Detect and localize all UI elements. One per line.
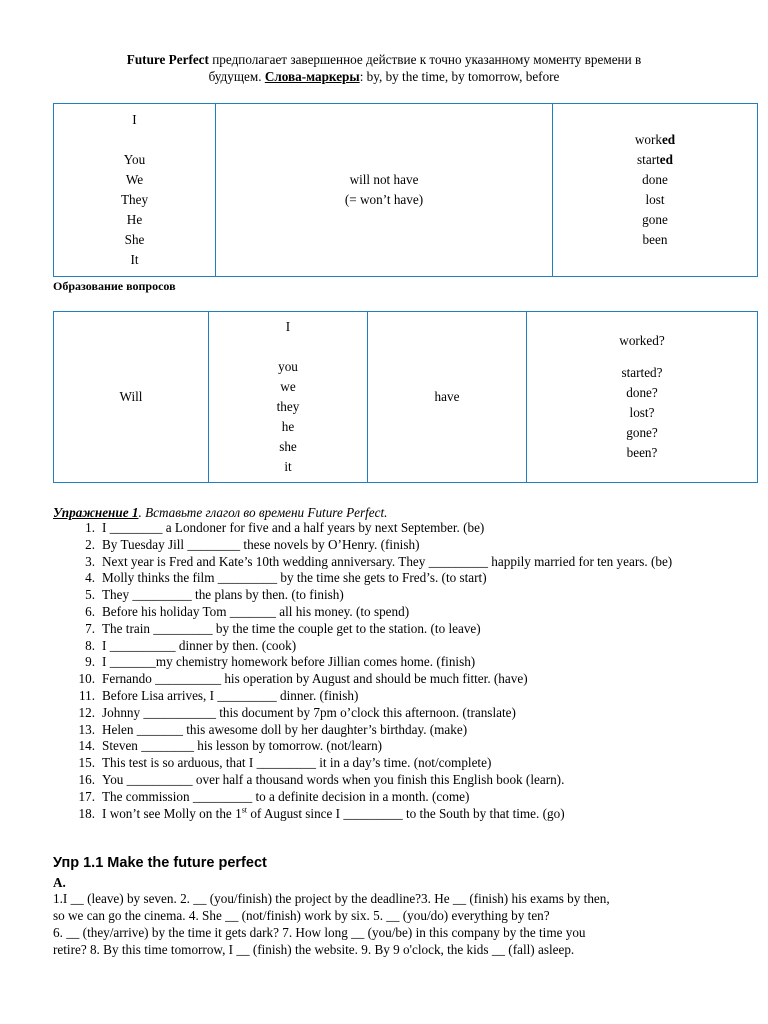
item-text: The commission _________ to a definite decision in a month. (come): [102, 788, 470, 804]
item-text: I ________ a Londoner for five and a half years by next September. (be): [102, 520, 485, 535]
item-number: 4.: [85, 570, 95, 586]
item-number: 7.: [85, 620, 95, 636]
participle: gone?: [626, 425, 658, 440]
pronoun: He: [126, 212, 143, 227]
section2-line: 1.I __ (leave) by seven. 2. __ (you/finish) the project by the deadline?3. He __ (finish) his exams by then,: [53, 891, 610, 906]
item-text: I won’t see Molly on the 1: [102, 805, 242, 821]
participle-cell: [527, 312, 758, 483]
item-number: 16.: [78, 771, 95, 787]
pronoun: We: [125, 172, 144, 187]
pronoun-cell: [54, 104, 216, 277]
participle: lost: [645, 192, 665, 207]
participle-ending: ed: [661, 132, 676, 147]
item-number: 6.: [85, 603, 95, 619]
pronoun: you: [278, 359, 298, 374]
participle-cell: [553, 104, 758, 277]
participle: been: [642, 232, 668, 247]
item-number: 10.: [78, 671, 95, 687]
item-superscript: st: [241, 805, 248, 815]
section2-line: retire? 8. By this time tomorrow, I __ (finish) the website. 9. By 9 o'clock, the kids __ (fall) asleep.: [53, 942, 575, 957]
item-text: Before Lisa arrives, I _________ dinner. (finish): [102, 687, 359, 703]
list-item: [53, 806, 743, 823]
intro-line-1: [60, 51, 708, 68]
auxiliary-cell: [216, 104, 553, 277]
item-text: I _______my chemistry homework before Jillian comes home. (finish): [102, 654, 476, 670]
list-item: [53, 654, 743, 671]
item-number: 2.: [85, 536, 95, 552]
list-item: [53, 755, 743, 772]
pronoun: it: [284, 459, 292, 474]
item-text: You __________ over half a thousand words when you finish this English book (learn).: [102, 771, 565, 787]
participle-stem: start: [637, 152, 660, 167]
item-number: 18.: [78, 805, 95, 821]
item-text: Before his holiday Tom _______ all his money. (to spend): [102, 603, 410, 619]
participle: [553, 150, 757, 170]
exercise1-title: [53, 505, 387, 521]
exercise1-title-rest: . Вставьте глагол во времени Future Perfect.: [138, 505, 388, 520]
list-item: [53, 738, 743, 755]
item-text: Fernando __________ his operation by August and should be much fitter. (have): [102, 671, 528, 687]
spacer: [527, 351, 757, 363]
item-number: 15.: [78, 755, 95, 771]
pronoun: You: [123, 152, 146, 167]
auxiliary-line: will not have: [349, 172, 419, 187]
pronoun: I: [285, 319, 291, 334]
participle: worked?: [619, 333, 665, 348]
list-item: [53, 570, 743, 587]
pronoun: she: [279, 439, 297, 454]
pronoun: they: [276, 399, 300, 414]
pronoun: we: [280, 379, 296, 394]
participle: done: [642, 172, 668, 187]
markers-label: Слова-маркеры: [264, 69, 360, 84]
intro-line1-text: предполагает завершенное действие к точно указанному моменту времени в: [208, 52, 642, 67]
item-text: Helen _______ this awesome doll by her daughter’s birthday. (make): [102, 721, 468, 737]
item-text: Steven ________ his lesson by tomorrow. (not/learn): [102, 738, 383, 754]
list-item: [53, 587, 743, 604]
item-number: 13.: [78, 721, 95, 737]
participle-ending: ed: [659, 152, 673, 167]
intro-term: Future Perfect: [126, 52, 209, 67]
negative-form-table: [53, 103, 758, 277]
pronoun: They: [120, 192, 149, 207]
participle: gone: [642, 212, 668, 227]
exercise1-list: [53, 520, 743, 822]
have-cell: [368, 312, 527, 483]
section2-title: Упр 1.1 Make the future perfect: [53, 855, 267, 871]
participle: [553, 130, 757, 150]
exercise1-title-bold: Упражнение 1: [53, 505, 139, 520]
list-item: [53, 537, 743, 554]
section2-text: [53, 890, 743, 958]
item-number: 8.: [85, 637, 95, 653]
have-word: have: [434, 389, 460, 404]
pronoun: It: [130, 252, 139, 267]
participle: lost?: [629, 405, 655, 420]
pronoun: She: [124, 232, 145, 247]
section2-line: 6. __ (they/arrive) by the time it gets dark? 7. How long __ (you/be) in this company by the time you: [53, 925, 586, 940]
will-word: Will: [119, 389, 143, 404]
item-text: I __________ dinner by then. (cook): [102, 637, 297, 653]
participle: started?: [621, 365, 663, 380]
participle: been?: [626, 445, 658, 460]
item-text: By Tuesday Jill ________ these novels by O’Henry. (finish): [102, 536, 420, 552]
item-number: 14.: [78, 738, 95, 754]
list-item: [53, 604, 743, 621]
participle-stem: work: [634, 132, 662, 147]
list-item: [53, 705, 743, 722]
section2-line: so we can go the cinema. 4. She __ (not/finish) work by six. 5. __ (you/do) everything by ten?: [53, 908, 550, 923]
item-text: of August since I _________ to the South by that time. (go): [247, 805, 565, 821]
item-text: Johnny ___________ this document by 7pm o’clock this afternoon. (translate): [102, 704, 516, 720]
list-item: [53, 554, 743, 571]
questions-heading: Образование вопросов: [53, 279, 176, 293]
section2-label: A.: [53, 875, 66, 890]
item-text: The train _________ by the time the couple get to the station. (to leave): [102, 620, 481, 636]
participle: done?: [626, 385, 658, 400]
item-text: Next year is Fred and Kate’s 10th wedding anniversary. They _________ happily married for ten years. (be): [102, 553, 673, 569]
spacer: [209, 337, 367, 357]
markers-text: : by, by the time, by tomorrow, before: [359, 69, 560, 84]
list-item: [53, 671, 743, 688]
list-item: [53, 789, 743, 806]
spacer: [54, 130, 215, 150]
list-item: [53, 722, 743, 739]
item-text: This test is so arduous, that I _________ it in a day’s time. (not/complete): [102, 755, 492, 771]
question-form-table: [53, 311, 758, 483]
item-text: They _________ the plans by then. (to finish): [102, 587, 344, 603]
pronoun: I: [132, 112, 137, 127]
intro-paragraph: [60, 51, 708, 85]
item-number: 9.: [85, 654, 95, 670]
pronoun: he: [281, 419, 295, 434]
item-number: 5.: [85, 587, 95, 603]
auxiliary-line: (= won’t have): [344, 192, 424, 207]
list-item: [53, 621, 743, 638]
intro-line-2: [60, 68, 708, 85]
item-number: 1.: [85, 520, 95, 535]
item-number: 12.: [78, 704, 95, 720]
item-text: Molly thinks the film _________ by the time she gets to Fred’s. (to start): [102, 570, 487, 586]
item-number: 11.: [79, 687, 95, 703]
list-item: [53, 772, 743, 789]
list-item: [53, 688, 743, 705]
intro-line2-prefix: будущем.: [208, 69, 265, 84]
item-number: 17.: [78, 788, 95, 804]
item-number: 3.: [85, 553, 95, 569]
will-cell: [54, 312, 209, 483]
list-item: [53, 520, 743, 537]
pronoun-cell: [209, 312, 368, 483]
list-item: [53, 638, 743, 655]
